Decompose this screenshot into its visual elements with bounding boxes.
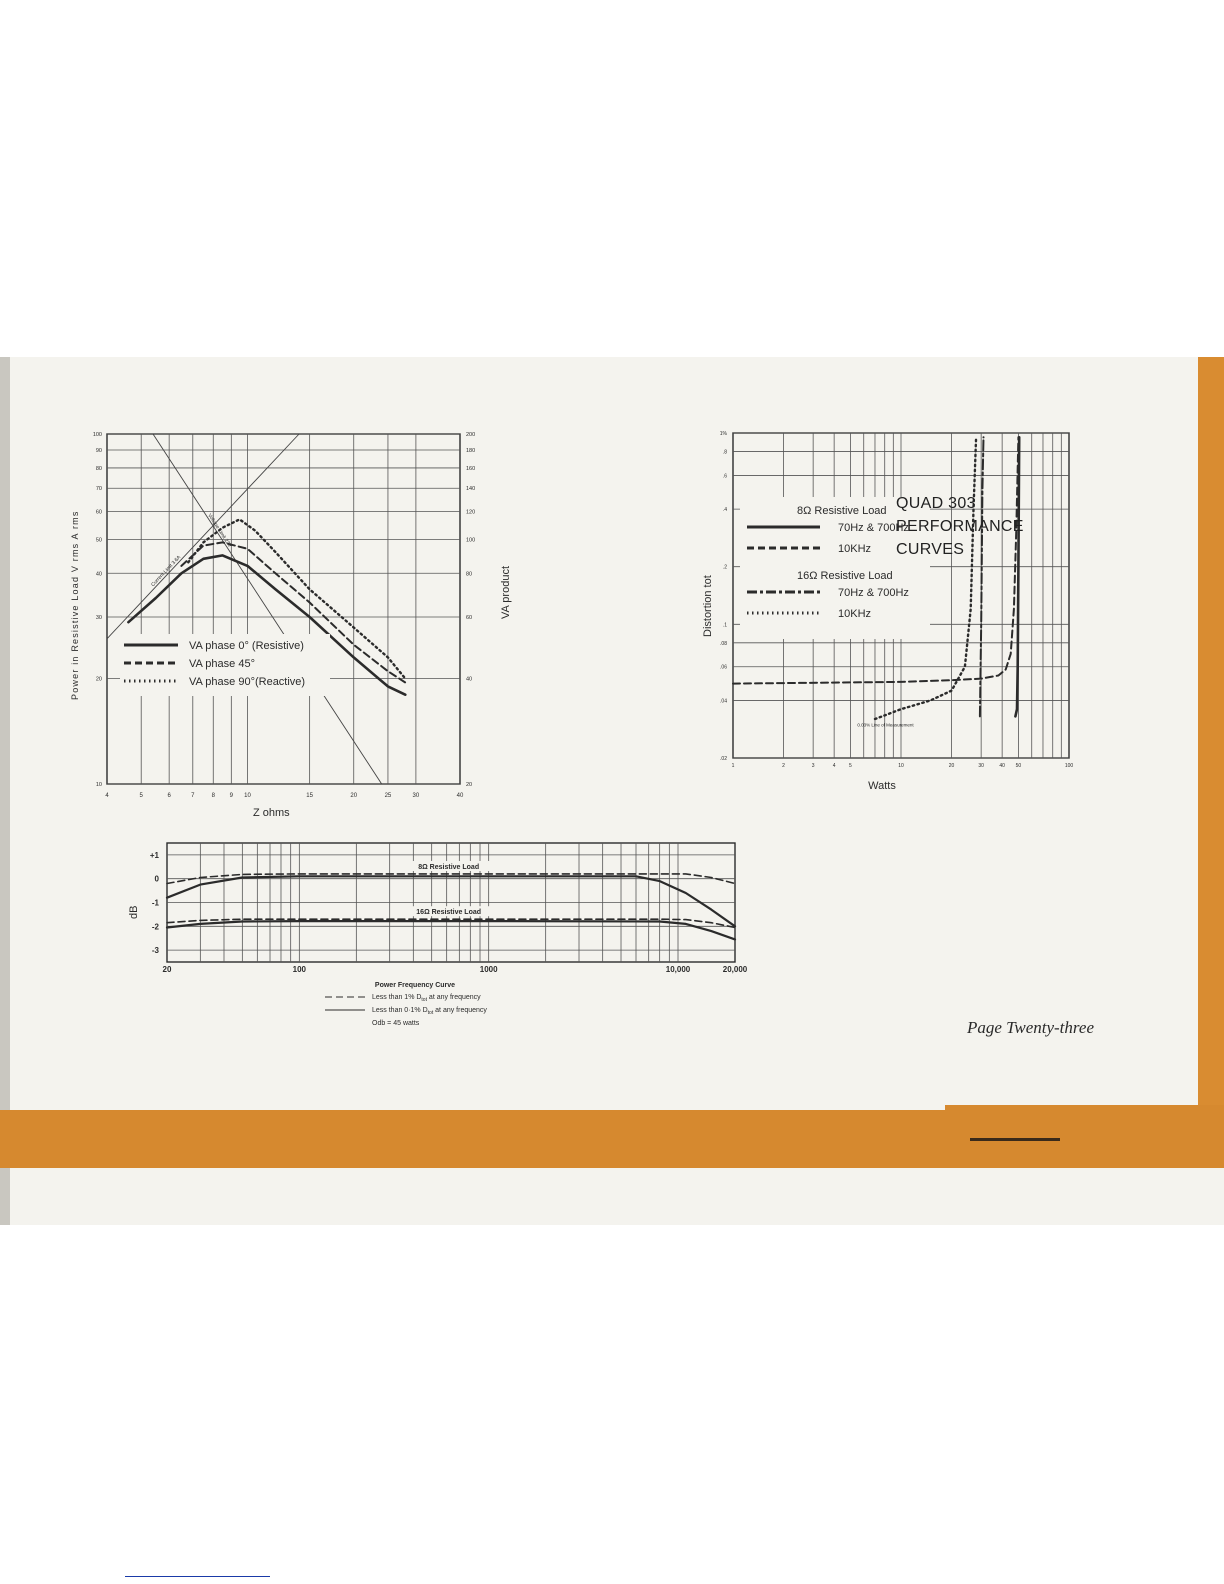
footer-rule bbox=[125, 1576, 270, 1577]
caption-line-2: PERFORMANCE bbox=[896, 518, 1024, 535]
dist-y-axis-title: Distortion tot bbox=[702, 575, 714, 637]
dist-y-tick-label: .06 bbox=[720, 664, 727, 671]
dist-x-tick-label: 50 bbox=[1015, 763, 1022, 769]
va-x-tick-label: 15 bbox=[306, 793, 313, 799]
va-x-tick-label: 5 bbox=[139, 793, 143, 799]
va-x-tick-label: 25 bbox=[384, 793, 392, 799]
va-y-tick-label: 10 bbox=[95, 782, 102, 788]
va-x-tick-label: 8 bbox=[211, 793, 215, 799]
dist-y-tick-label: .02 bbox=[720, 756, 727, 762]
dist-legend-label: 10KHz bbox=[838, 608, 872, 620]
va-y-tick-label: 40 bbox=[95, 571, 102, 578]
va-y2-tick-label: 60 bbox=[466, 615, 473, 622]
dist-x-tick-label: 40 bbox=[999, 763, 1005, 769]
va-y-axis-title: Power in Resistive Load V rms A rms bbox=[70, 510, 80, 700]
dist-x-tick-label: 5 bbox=[849, 763, 852, 769]
va-x-tick-label: 20 bbox=[350, 793, 358, 799]
va-x-axis-title: Z ohms bbox=[253, 807, 290, 819]
va-y2-axis-title: VA product bbox=[500, 566, 512, 619]
dist-x-tick-label: 1 bbox=[731, 763, 735, 769]
pf-y-tick-label: +1 bbox=[149, 850, 159, 860]
va-limit-line bbox=[153, 434, 382, 784]
charts-canvas bbox=[0, 357, 1224, 1225]
va-x-tick-label: 30 bbox=[412, 793, 420, 799]
va-plot-frame bbox=[107, 434, 460, 784]
dist-x-tick-label: 30 bbox=[978, 763, 984, 769]
va-y2-tick-label: 200 bbox=[466, 432, 476, 438]
caption-line-1: QUAD 303 bbox=[896, 495, 976, 512]
dist-x-tick-label: 3 bbox=[811, 763, 815, 769]
dist-x-tick-label: 4 bbox=[832, 763, 836, 769]
va-y-tick-label: 90 bbox=[95, 448, 102, 455]
va-y-tick-label: 100 bbox=[92, 432, 102, 438]
va-x-tick-label: 4 bbox=[105, 793, 109, 799]
dist-x-axis-title: Watts bbox=[868, 780, 896, 792]
va-x-tick-label: 6 bbox=[167, 793, 171, 799]
va-y2-tick-label: 100 bbox=[466, 537, 476, 544]
va-y2-tick-label: 120 bbox=[466, 509, 476, 516]
dist-y-tick-label: .8 bbox=[722, 449, 727, 456]
pf-title: Power Frequency Curve bbox=[374, 982, 456, 989]
va-x-tick-label: 10 bbox=[244, 793, 251, 799]
pf-x-tick-label: 20,000 bbox=[722, 965, 748, 974]
pf-y-tick-label: 0 bbox=[154, 874, 159, 884]
page-number: Page Twenty-three bbox=[967, 1018, 1094, 1037]
dist-y-tick-label: .2 bbox=[722, 564, 727, 571]
pf-legend-label: Odb = 45 watts bbox=[372, 1020, 420, 1027]
pf-series-line bbox=[167, 921, 735, 939]
dist-x-tick-label: 10 bbox=[898, 763, 904, 769]
pf-x-tick-label: 100 bbox=[292, 965, 307, 974]
dist-x-tick-label: 2 bbox=[782, 763, 785, 769]
pf-y-tick-label: -3 bbox=[151, 946, 159, 956]
pf-y-tick-label: -2 bbox=[151, 922, 159, 932]
pf-y-axis-title: dB bbox=[128, 905, 140, 919]
va-x-tick-label: 40 bbox=[456, 793, 464, 799]
va-legend-label: VA phase 90°(Reactive) bbox=[189, 676, 306, 688]
dist-legend-label: 70Hz & 700Hz bbox=[838, 587, 909, 599]
pf-curve-label: 8Ω Resistive Load bbox=[418, 863, 480, 871]
va-y2-tick-label: 140 bbox=[466, 486, 476, 493]
pf-legend-label: Less than 0·1% $D_{tot}$ at any frequency bbox=[372, 1007, 487, 1016]
va-y2-tick-label: 180 bbox=[466, 448, 476, 455]
va-y2-tick-label: 80 bbox=[466, 571, 473, 578]
va-y-tick-label: 70 bbox=[95, 486, 102, 493]
dist-series-line bbox=[980, 437, 984, 716]
dist-legend-label: 10KHz bbox=[838, 543, 872, 555]
dist-y-tick-label: .1 bbox=[722, 622, 727, 629]
va-x-tick-label: 9 bbox=[229, 793, 233, 799]
va-limit-line bbox=[107, 434, 299, 639]
va-limit-label: Current Limit 3.6A bbox=[150, 554, 183, 588]
caption-line-3: CURVES bbox=[896, 541, 965, 558]
pf-x-tick-label: 20 bbox=[162, 965, 172, 974]
dist-y-tick-label: .6 bbox=[722, 473, 727, 480]
pf-legend-label: Less than 1% $D_{tot}$ at any frequency bbox=[372, 994, 481, 1003]
pf-curve-label: 16Ω Resistive Load bbox=[416, 909, 482, 917]
dist-y-tick-label: .08 bbox=[720, 640, 727, 647]
va-y-tick-label: 60 bbox=[95, 509, 102, 516]
va-legend-label: VA phase 45° bbox=[189, 658, 255, 670]
va-legend-label: VA phase 0° (Resistive) bbox=[189, 640, 304, 652]
va-y2-tick-label: 20 bbox=[466, 782, 473, 788]
dist-y-tick-label: .04 bbox=[720, 698, 727, 705]
va-y-tick-label: 50 bbox=[95, 537, 102, 544]
dist-legend-group-title: 16Ω Resistive Load bbox=[797, 570, 893, 582]
dist-legend-group-title: 8Ω Resistive Load bbox=[797, 505, 887, 517]
pf-y-tick-label: -1 bbox=[151, 898, 159, 908]
pf-x-tick-label: 1000 bbox=[479, 965, 498, 974]
pf-series-line bbox=[167, 876, 735, 926]
pf-x-tick-label: 10,000 bbox=[665, 965, 691, 974]
dist-x-tick-label: 20 bbox=[948, 763, 955, 769]
dist-annotation: 0.03% Line of Measurement bbox=[857, 722, 914, 728]
dist-legend-label: 70Hz & 700Hz bbox=[838, 522, 909, 534]
dist-y-tick-label: .4 bbox=[722, 507, 727, 514]
va-y-tick-label: 80 bbox=[95, 465, 102, 472]
va-y-tick-label: 20 bbox=[95, 676, 102, 683]
va-y2-tick-label: 160 bbox=[466, 465, 476, 472]
va-y-tick-label: 30 bbox=[95, 615, 102, 622]
dist-x-tick-label: 100 bbox=[1064, 763, 1074, 769]
va-y2-tick-label: 40 bbox=[466, 676, 473, 683]
dist-y-tick-label: 1% bbox=[719, 431, 727, 437]
va-x-tick-label: 7 bbox=[191, 793, 195, 799]
va-limit-label: Voltage Limit 22V bbox=[206, 512, 233, 549]
